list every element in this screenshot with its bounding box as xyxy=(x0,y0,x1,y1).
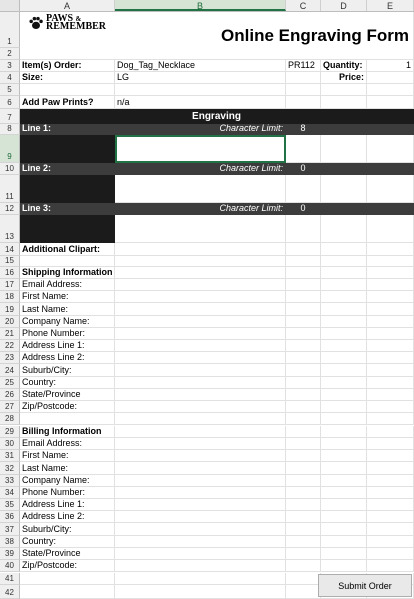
cell[interactable] xyxy=(286,511,321,523)
cell[interactable] xyxy=(321,536,367,548)
line3-label: Line 3: xyxy=(20,203,115,215)
cell[interactable] xyxy=(286,340,321,352)
shipping-field-input[interactable] xyxy=(115,279,286,291)
cell[interactable] xyxy=(367,279,414,291)
cell[interactable] xyxy=(286,536,321,548)
cell[interactable] xyxy=(286,303,321,315)
header-banner[interactable] xyxy=(20,12,414,60)
row-number[interactable]: 29 xyxy=(0,426,20,438)
row-number[interactable]: 6 xyxy=(0,96,20,109)
quantity-value[interactable]: 1 xyxy=(367,60,414,72)
cell[interactable] xyxy=(286,243,321,256)
cell[interactable] xyxy=(321,175,367,203)
item-order-value[interactable]: Dog_Tag_Necklace xyxy=(115,60,286,72)
shipping-field-label: Address Line 2: xyxy=(20,352,115,364)
cell[interactable] xyxy=(286,215,321,243)
row-shipping-header xyxy=(0,267,414,279)
billing-field-row xyxy=(0,450,414,462)
billing-field-input[interactable] xyxy=(115,523,286,535)
row-number[interactable]: 3 xyxy=(0,60,20,72)
cell[interactable] xyxy=(367,487,414,499)
cell[interactable] xyxy=(367,389,414,401)
cell[interactable] xyxy=(286,175,321,203)
shipping-field-row xyxy=(0,401,414,413)
cell[interactable] xyxy=(367,352,414,364)
cell[interactable] xyxy=(321,401,367,413)
row-number[interactable]: 24 xyxy=(0,364,20,376)
column-header-e[interactable]: E xyxy=(367,0,414,11)
char-limit-label: Character Limit: xyxy=(115,124,286,135)
cell[interactable] xyxy=(367,316,414,328)
shipping-field-label: Email Address: xyxy=(20,279,115,291)
engraving-header: Engraving xyxy=(20,109,414,124)
shipping-field-label: Address Line 1: xyxy=(20,340,115,352)
cell[interactable] xyxy=(367,548,414,560)
cell[interactable] xyxy=(321,377,367,389)
line3-limit: 0 xyxy=(286,203,321,215)
cell[interactable] xyxy=(115,84,286,96)
billing-field-label: Address Line 1: xyxy=(20,499,115,511)
cell[interactable] xyxy=(367,84,414,96)
cell[interactable] xyxy=(321,511,367,523)
shipping-field-input[interactable] xyxy=(115,328,286,340)
row-number[interactable]: 31 xyxy=(0,450,20,462)
row-number[interactable]: 12 xyxy=(0,203,20,215)
cell[interactable] xyxy=(286,401,321,413)
billing-field-input[interactable] xyxy=(115,475,286,487)
cell[interactable] xyxy=(367,377,414,389)
billing-field-input[interactable] xyxy=(115,462,286,474)
billing-field-label: Last Name: xyxy=(20,462,115,474)
row-number[interactable]: 26 xyxy=(0,389,20,401)
row-number[interactable]: 16 xyxy=(0,267,20,279)
shipping-field-input[interactable] xyxy=(115,316,286,328)
cell[interactable] xyxy=(367,438,414,450)
cell[interactable] xyxy=(321,523,367,535)
clipart-value[interactable] xyxy=(115,243,286,256)
cell[interactable] xyxy=(367,267,414,279)
cell[interactable] xyxy=(286,364,321,376)
billing-field-label: Country: xyxy=(20,536,115,548)
row-number[interactable]: 13 xyxy=(0,215,20,243)
shipping-field-input[interactable] xyxy=(115,377,286,389)
billing-field-row xyxy=(0,462,414,474)
cell[interactable] xyxy=(20,413,115,425)
row-number[interactable]: 19 xyxy=(0,303,20,315)
paw-prints-value[interactable]: n/a xyxy=(115,96,286,109)
row-number[interactable]: 28 xyxy=(0,413,20,425)
char-limit-label: Character Limit: xyxy=(115,163,286,175)
billing-field-label: Suburb/City: xyxy=(20,523,115,535)
cell[interactable] xyxy=(367,401,414,413)
billing-field-input[interactable] xyxy=(115,487,286,499)
line1-input[interactable] xyxy=(115,135,286,163)
cell[interactable] xyxy=(321,135,367,163)
line1-limit: 8 xyxy=(286,124,321,135)
cell[interactable] xyxy=(367,523,414,535)
cell[interactable] xyxy=(286,523,321,535)
shipping-field-input[interactable] xyxy=(115,303,286,315)
cell[interactable] xyxy=(286,135,321,163)
cell[interactable] xyxy=(321,450,367,462)
item-code[interactable]: PR112 xyxy=(286,60,321,72)
row-number[interactable]: 20 xyxy=(0,316,20,328)
billing-field-row xyxy=(0,523,414,535)
cell[interactable] xyxy=(367,135,414,163)
shipping-fields xyxy=(0,279,414,413)
logo-amp: & xyxy=(75,15,82,23)
row-empty xyxy=(0,256,414,267)
cell[interactable] xyxy=(367,426,414,438)
select-all-corner[interactable] xyxy=(0,0,20,12)
cell[interactable] xyxy=(115,413,286,425)
billing-field-input[interactable] xyxy=(115,536,286,548)
row-number[interactable]: 33 xyxy=(0,475,20,487)
item-order-label: Item(s) Order: xyxy=(20,60,115,72)
cell xyxy=(367,203,414,215)
cell[interactable] xyxy=(367,536,414,548)
row-number[interactable]: 23 xyxy=(0,352,20,364)
cell[interactable] xyxy=(321,438,367,450)
billing-field-row xyxy=(0,487,414,499)
billing-field-input[interactable] xyxy=(115,511,286,523)
row-number[interactable]: 17 xyxy=(0,279,20,291)
row-number[interactable]: 25 xyxy=(0,377,20,389)
submit-order-button[interactable]: Submit Order xyxy=(318,574,412,597)
billing-field-row xyxy=(0,438,414,450)
row-line1-label xyxy=(0,124,414,135)
cell[interactable] xyxy=(20,573,115,585)
line2-limit: 0 xyxy=(286,163,321,175)
cell xyxy=(20,135,115,163)
cell xyxy=(367,124,414,135)
cell[interactable] xyxy=(321,84,367,96)
price-label: Price: xyxy=(321,72,367,84)
shipping-field-row xyxy=(0,340,414,352)
logo-text xyxy=(46,15,106,31)
row-number[interactable]: 10 xyxy=(0,163,20,175)
cell[interactable] xyxy=(115,267,286,279)
shipping-field-row xyxy=(0,389,414,401)
billing-field-input[interactable] xyxy=(115,450,286,462)
shipping-field-row xyxy=(0,328,414,340)
cell[interactable] xyxy=(367,328,414,340)
cell[interactable] xyxy=(286,267,321,279)
row-number[interactable]: 21 xyxy=(0,328,20,340)
logo xyxy=(28,15,106,31)
row-number[interactable]: 4 xyxy=(0,72,20,84)
row-number[interactable]: 27 xyxy=(0,401,20,413)
row-number[interactable]: 41 xyxy=(0,573,20,585)
billing-field-input[interactable] xyxy=(115,560,286,572)
shipping-field-label: Phone Number: xyxy=(20,328,115,340)
cell[interactable] xyxy=(367,256,414,267)
cell[interactable] xyxy=(286,585,321,599)
shipping-field-label: Zip/Postcode: xyxy=(20,401,115,413)
cell[interactable] xyxy=(321,487,367,499)
cell[interactable] xyxy=(321,340,367,352)
cell[interactable] xyxy=(321,256,367,267)
billing-field-input[interactable] xyxy=(115,499,286,511)
cell[interactable] xyxy=(286,462,321,474)
billing-field-label: Phone Number: xyxy=(20,487,115,499)
billing-field-input[interactable] xyxy=(115,548,286,560)
row-number[interactable]: 18 xyxy=(0,291,20,303)
cell[interactable] xyxy=(286,560,321,572)
shipping-field-label: Suburb/City: xyxy=(20,364,115,376)
cell[interactable] xyxy=(367,340,414,352)
billing-field-row xyxy=(0,560,414,572)
cell[interactable] xyxy=(367,450,414,462)
row-paw-prints xyxy=(0,96,414,109)
cell[interactable] xyxy=(286,548,321,560)
billing-section xyxy=(0,426,414,572)
cell[interactable] xyxy=(367,364,414,376)
billing-field-row xyxy=(0,475,414,487)
cell[interactable] xyxy=(321,364,367,376)
clipart-label: Additional Clipart: xyxy=(20,243,115,256)
cell[interactable] xyxy=(321,389,367,401)
cell xyxy=(321,124,367,135)
row-clipart xyxy=(0,243,414,256)
billing-field-label: Address Line 2: xyxy=(20,511,115,523)
column-headers xyxy=(20,0,414,12)
column-header-a[interactable]: A xyxy=(20,0,115,11)
cell[interactable] xyxy=(367,511,414,523)
shipping-field-label: Last Name: xyxy=(20,303,115,315)
quantity-label: Quantity: xyxy=(321,60,367,72)
cell[interactable] xyxy=(286,377,321,389)
shipping-header: Shipping Information xyxy=(20,267,115,279)
cell[interactable] xyxy=(321,426,367,438)
char-limit-label: Character Limit: xyxy=(115,203,286,215)
shipping-field-input[interactable] xyxy=(115,352,286,364)
row-line2-label xyxy=(0,163,414,175)
shipping-field-input[interactable] xyxy=(115,340,286,352)
cell[interactable] xyxy=(367,303,414,315)
cell[interactable] xyxy=(20,585,115,599)
billing-field-label: Company Name: xyxy=(20,475,115,487)
cell[interactable] xyxy=(115,256,286,267)
cell[interactable] xyxy=(367,215,414,243)
shipping-field-row xyxy=(0,279,414,291)
cell[interactable] xyxy=(286,487,321,499)
cell[interactable] xyxy=(286,72,321,84)
cell[interactable] xyxy=(321,560,367,572)
shipping-field-label: First Name: xyxy=(20,291,115,303)
cell[interactable] xyxy=(321,413,367,425)
row-empty xyxy=(0,413,414,425)
row-engraving-header xyxy=(0,109,414,124)
cell[interactable] xyxy=(286,256,321,267)
row-number[interactable]: 9 xyxy=(0,135,20,163)
shipping-field-row xyxy=(0,352,414,364)
line3-input[interactable] xyxy=(115,215,286,243)
column-header-b[interactable]: B xyxy=(115,0,286,11)
cell[interactable] xyxy=(286,291,321,303)
cell[interactable] xyxy=(321,96,367,109)
cell[interactable] xyxy=(286,450,321,462)
shipping-field-row xyxy=(0,303,414,315)
row-number[interactable]: 34 xyxy=(0,487,20,499)
cell[interactable] xyxy=(321,475,367,487)
cell[interactable] xyxy=(286,328,321,340)
row-line3-input xyxy=(0,215,414,243)
cell[interactable] xyxy=(367,413,414,425)
cell[interactable] xyxy=(286,426,321,438)
cell[interactable] xyxy=(286,279,321,291)
cell[interactable] xyxy=(367,499,414,511)
billing-field-row xyxy=(0,548,414,560)
cell[interactable] xyxy=(321,328,367,340)
cell[interactable] xyxy=(367,175,414,203)
cell[interactable] xyxy=(321,352,367,364)
billing-field-row xyxy=(0,511,414,523)
billing-field-row xyxy=(0,499,414,511)
row-size xyxy=(0,72,414,84)
cell[interactable] xyxy=(286,352,321,364)
shipping-field-row xyxy=(0,364,414,376)
billing-field-label: Email Address: xyxy=(20,438,115,450)
cell[interactable] xyxy=(321,267,367,279)
logo-line1: PAWS xyxy=(46,13,74,24)
row-number[interactable]: 2 xyxy=(0,48,20,60)
row-billing-header xyxy=(0,426,414,438)
billing-header: Billing Information xyxy=(20,426,115,438)
size-label: Size: xyxy=(20,72,115,84)
row-number[interactable]: 38 xyxy=(0,536,20,548)
cell xyxy=(321,203,367,215)
column-header-c[interactable]: C xyxy=(286,0,321,11)
row-item-order xyxy=(0,60,414,72)
row-line2-input xyxy=(0,175,414,203)
cell[interactable] xyxy=(20,84,115,96)
cell[interactable] xyxy=(321,499,367,511)
billing-field-label: Zip/Postcode: xyxy=(20,560,115,572)
cell[interactable] xyxy=(321,291,367,303)
cell[interactable] xyxy=(367,475,414,487)
paw-icon xyxy=(28,15,44,31)
logo-line2: REMEMBER xyxy=(46,21,106,32)
shipping-field-row xyxy=(0,316,414,328)
shipping-field-label: State/Province xyxy=(20,389,115,401)
shipping-section xyxy=(0,267,414,425)
cell[interactable] xyxy=(286,96,321,109)
row-line1-input xyxy=(0,135,414,163)
cell[interactable] xyxy=(115,573,286,585)
row-1-2 xyxy=(0,12,414,60)
cell xyxy=(20,175,115,203)
row-number[interactable]: 40 xyxy=(0,560,20,572)
row-number[interactable]: 39 xyxy=(0,548,20,560)
row-line3-label xyxy=(0,203,414,215)
cell[interactable] xyxy=(286,84,321,96)
cell[interactable] xyxy=(321,243,367,256)
row-number[interactable]: 8 xyxy=(0,124,20,135)
shipping-field-input[interactable] xyxy=(115,291,286,303)
cell[interactable] xyxy=(321,279,367,291)
cell[interactable] xyxy=(367,462,414,474)
line2-input[interactable] xyxy=(115,175,286,203)
cell[interactable] xyxy=(321,303,367,315)
row-number[interactable]: 42 xyxy=(0,585,20,599)
shipping-field-input[interactable] xyxy=(115,364,286,376)
cell[interactable] xyxy=(321,548,367,560)
billing-field-input[interactable] xyxy=(115,438,286,450)
cell[interactable] xyxy=(286,438,321,450)
shipping-field-label: Country: xyxy=(20,377,115,389)
row-number[interactable]: 1 xyxy=(0,12,20,48)
size-value[interactable]: LG xyxy=(115,72,286,84)
cell xyxy=(367,163,414,175)
line2-label: Line 2: xyxy=(20,163,115,175)
price-value[interactable] xyxy=(367,72,414,84)
shipping-field-row xyxy=(0,291,414,303)
form-title: Online Engraving Form xyxy=(221,26,409,45)
cell[interactable] xyxy=(367,560,414,572)
cell[interactable] xyxy=(367,243,414,256)
cell[interactable] xyxy=(367,291,414,303)
cell[interactable] xyxy=(286,475,321,487)
shipping-field-label: Company Name: xyxy=(20,316,115,328)
row-number[interactable]: 36 xyxy=(0,511,20,523)
cell[interactable] xyxy=(286,413,321,425)
billing-field-row xyxy=(0,536,414,548)
row-number[interactable]: 37 xyxy=(0,523,20,535)
cell[interactable] xyxy=(286,573,321,585)
line1-label: Line 1: xyxy=(20,124,115,135)
cell[interactable] xyxy=(115,585,286,599)
cell[interactable] xyxy=(286,316,321,328)
column-header-d[interactable]: D xyxy=(321,0,367,11)
row-number[interactable]: 30 xyxy=(0,438,20,450)
shipping-field-row xyxy=(0,377,414,389)
cell[interactable] xyxy=(286,499,321,511)
row-number[interactable]: 11 xyxy=(0,175,20,203)
cell xyxy=(20,215,115,243)
cell[interactable] xyxy=(367,96,414,109)
row-number[interactable]: 35 xyxy=(0,499,20,511)
cell[interactable] xyxy=(115,426,286,438)
cell xyxy=(321,163,367,175)
row-number[interactable]: 5 xyxy=(0,84,20,96)
row-empty xyxy=(0,84,414,96)
paw-prints-label: Add Paw Prints? xyxy=(20,96,115,109)
cell[interactable] xyxy=(286,389,321,401)
shipping-field-input[interactable] xyxy=(115,389,286,401)
billing-field-label: State/Province xyxy=(20,548,115,560)
row-number[interactable]: 32 xyxy=(0,462,20,474)
cell[interactable] xyxy=(20,256,115,267)
row-number[interactable]: 7 xyxy=(0,109,20,124)
shipping-field-input[interactable] xyxy=(115,401,286,413)
cell[interactable] xyxy=(321,462,367,474)
cell[interactable] xyxy=(321,215,367,243)
billing-field-label: First Name: xyxy=(20,450,115,462)
row-number[interactable]: 14 xyxy=(0,243,20,256)
row-number[interactable]: 15 xyxy=(0,256,20,267)
row-number[interactable]: 22 xyxy=(0,340,20,352)
cell[interactable] xyxy=(321,316,367,328)
